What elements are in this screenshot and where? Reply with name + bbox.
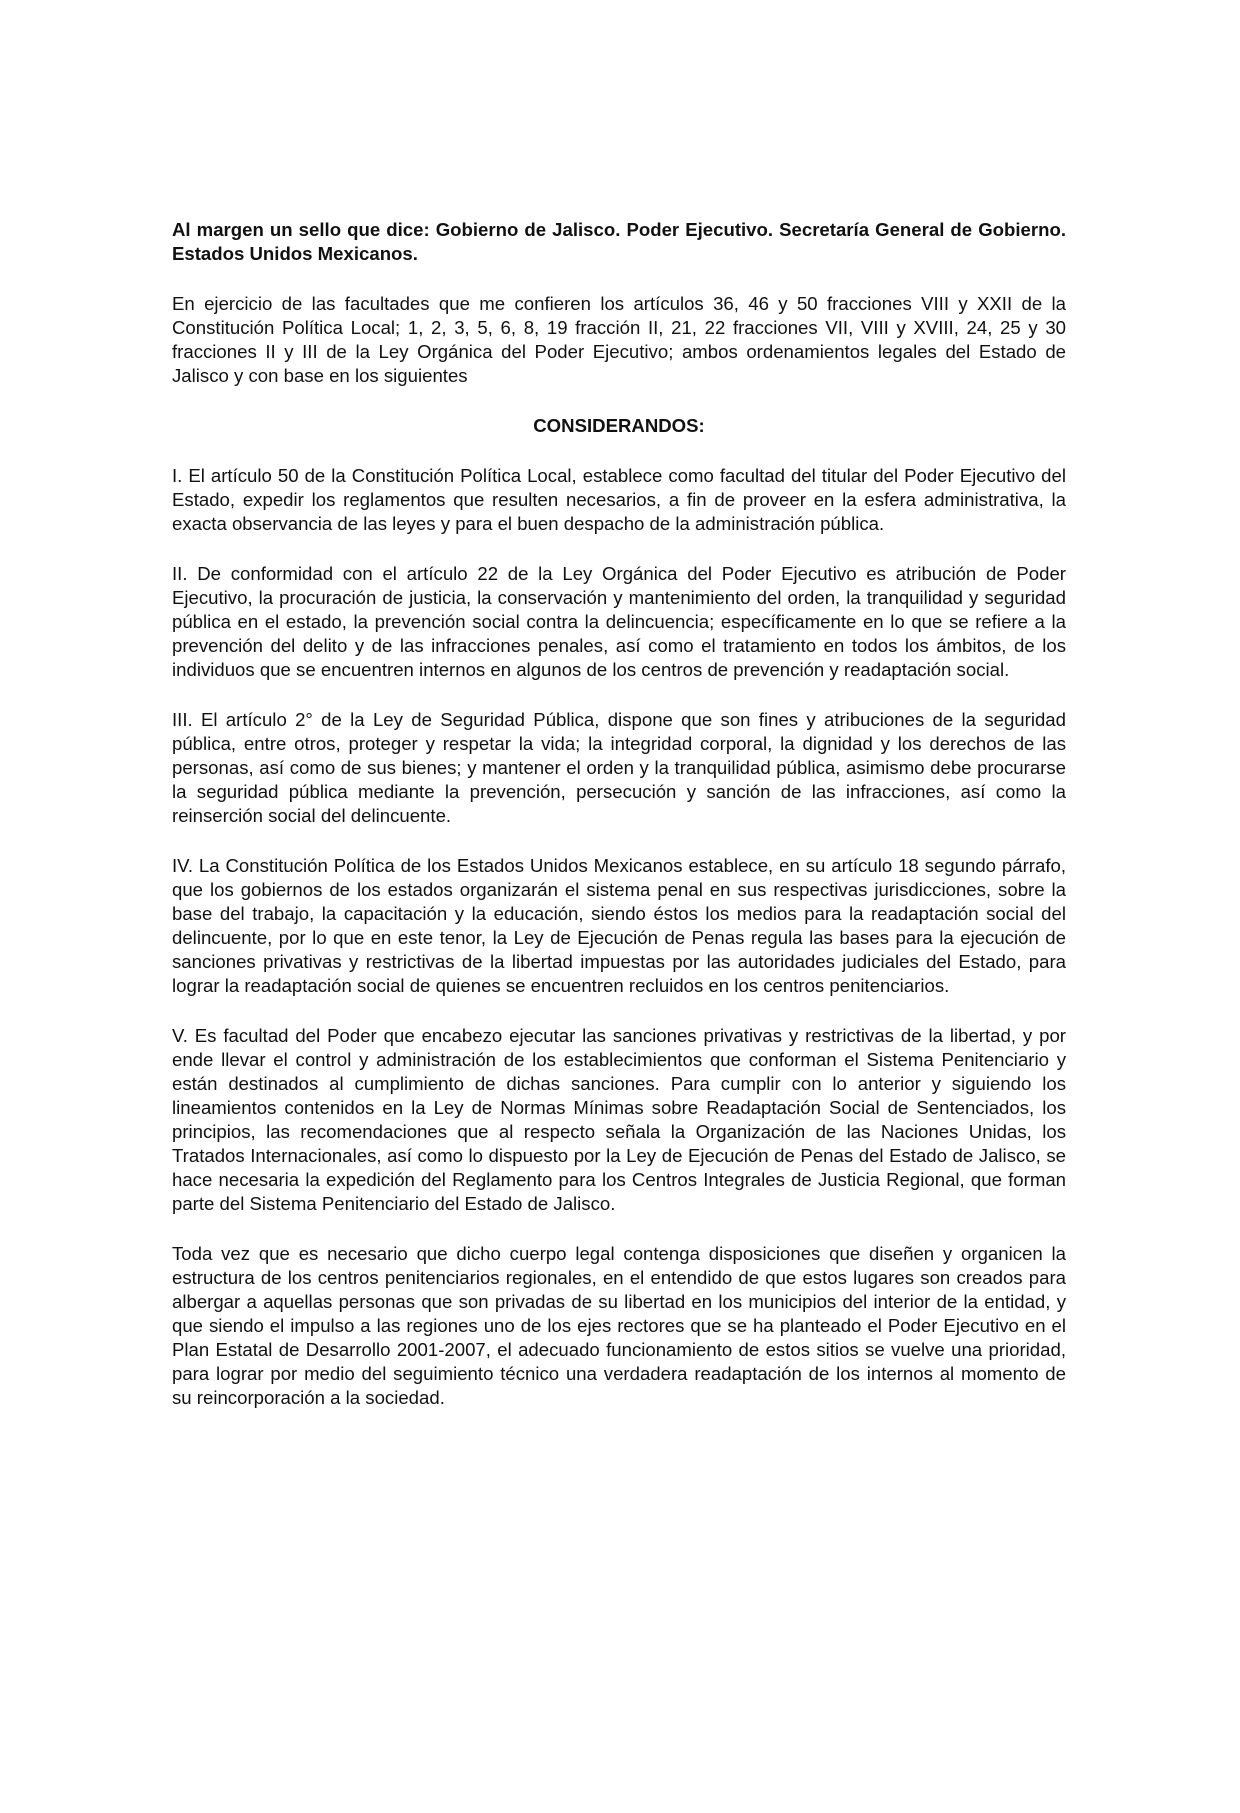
intro-paragraph: En ejercicio de las facultades que me confieren los artículos 36, 46 y 50 fracciones VIII y XXII de la Constitución Política Local; 1, 2, 3, 5, 6, 8, 19 fracción II, 21, 22 fracciones VII, VIII y XVIII, 24, 25 y 30 fracciones II y III de la Ley Orgánica del Poder Ejecutivo; ambos ordenamientos legales del Estado de Jalisco y con base en los siguientes bbox=[172, 293, 1066, 386]
considerando-paragraph-3: III. El artículo 2° de la Ley de Seguridad Pública, dispone que son fines y atribuciones de la seguridad pública, entre otros, proteger y respetar la vida; la integridad corporal, la dignidad y los derechos de las personas, así como de sus bienes; y mantener el orden y la tranquilidad pública, asimismo debe procurarse la seguridad pública mediante la prevención, persecución y sanción de las infracciones, así como la reinserción social del delincuente. bbox=[172, 709, 1066, 826]
considerando-paragraph-2: II. De conformidad con el artículo 22 de la Ley Orgánica del Poder Ejecutivo es atribución de Poder Ejecutivo, la procuración de justicia, la conservación y mantenimiento del orden, la tranquilidad y seguridad pública en el estado, la prevención social contra la delincuencia; específicamente en lo que se refiere a la prevención del delito y de las infracciones penales, así como el tratamiento en todos los ámbitos, de los individuos que se encuentren internos en algunos de los centros de prevención y readaptación social. bbox=[172, 563, 1066, 680]
document-page bbox=[172, 218, 1066, 1436]
considerando-paragraph-1: I. El artículo 50 de la Constitución Política Local, establece como facultad del titular del Poder Ejecutivo del Estado, expedir los reglamentos que resulten necesarios, a fin de proveer en la esfera administrativa, la exacta observancia de las leyes y para el buen despacho de la administración pública. bbox=[172, 465, 1066, 534]
considerando-paragraph-5: V. Es facultad del Poder que encabezo ejecutar las sanciones privativas y restrictivas de la libertad, y por ende llevar el control y administración de los establecimientos que conforman el Sistema Penitenciario y están destinados al cumplimiento de dichas sanciones. Para cumplir con lo anterior y siguiendo los lineamientos contenidos en la Ley de Normas Mínimas sobre Readaptación Social de Sentenciados, los principios, las recomendaciones que al respecto señala la Organización de las Naciones Unidas, los Tratados Internacionales, así como lo dispuesto por la Ley de Ejecución de Penas del Estado de Jalisco, se hace necesaria la expedición del Reglamento para los Centros Integrales de Justicia Regional, que forman parte del Sistema Penitenciario del Estado de Jalisco. bbox=[172, 1025, 1066, 1214]
seal-note: Al margen un sello que dice: Gobierno de Jalisco. Poder Ejecutivo. Secretaría General de Gobierno. Estados Unidos Mexicanos. bbox=[172, 219, 1066, 264]
considerando-paragraph-6: Toda vez que es necesario que dicho cuerpo legal contenga disposiciones que diseñen y organicen la estructura de los centros penitenciarios regionales, en el entendido de que estos lugares son creados para albergar a aquellas personas que son privadas de su libertad en los municipios del interior de la entidad, y que siendo el impulso a las regiones uno de los ejes rectores que se ha planteado el Poder Ejecutivo en el Plan Estatal de Desarrollo 2001-2007, el adecuado funcionamiento de estos sitios se vuelve una prioridad, para lograr por medio del seguimiento técnico una verdadera readaptación de los internos al momento de su reincorporación a la sociedad. bbox=[172, 1243, 1066, 1408]
section-title: CONSIDERANDOS: bbox=[533, 415, 705, 436]
considerando-paragraph-4: IV. La Constitución Política de los Estados Unidos Mexicanos establece, en su artículo 18 segundo párrafo, que los gobiernos de los estados organizarán el sistema penal en sus respectivas jurisdicciones, sobre la base del trabajo, la capacitación y la educación, siendo éstos los medios para la readaptación social del delincuente, por lo que en este tenor, la Ley de Ejecución de Penas regula las bases para la ejecución de sanciones privativas y restrictivas de la libertad impuestas por las autoridades judiciales del Estado, para lograr la readaptación social de quienes se encuentren recluidos en los centros penitenciarios. bbox=[172, 855, 1066, 996]
